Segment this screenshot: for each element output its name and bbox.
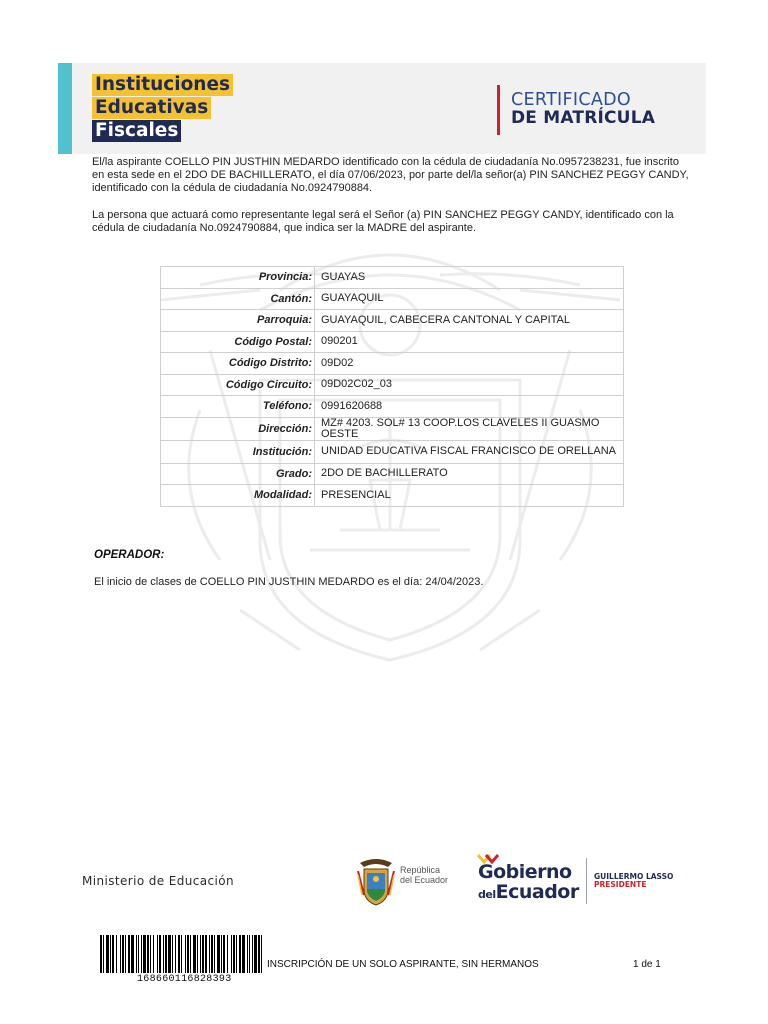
detail-value: GUAYAQUIL, CABECERA CANTONAL Y CAPITAL [315,310,624,332]
certificate-divider [497,85,500,135]
detail-value: GUAYAS [315,267,624,289]
enrollment-details-table [160,266,624,507]
table-row [161,396,624,418]
brand-line-2: Educativas [92,97,211,119]
republica-line1: República [400,865,441,875]
table-row [161,374,624,396]
detail-label: Código Postal: [161,331,315,353]
operator-label: OPERADOR: [94,549,165,561]
document-header [58,63,706,154]
table-row [161,485,624,507]
detail-value: UNIDAD EDUCATIVA FISCAL FRANCISCO DE ORELLANA [315,440,624,463]
enrollment-paragraph: El/la aspirante COELLO PIN JUSTHIN MEDARDO identificado con la cédula de ciudadanía No.0957238231, fue inscrito en esta sede en el 2DO DE BACHILLERATO, el día 07/06/2023, por parte del/la señor(a) PIN SANCHEZ PEGGY CANDY, identificado con la cédula de ciudadanía No.0924790884. [92,156,689,194]
detail-label: Institución: [161,440,315,463]
gobierno-del: del [478,888,496,901]
instituciones-educativas-fiscales-logo [92,74,233,143]
gobierno-del-ecuador-logo [478,862,579,905]
brand-line-1: Instituciones [92,74,233,96]
detail-value: 2DO DE BACHILLERATO [315,463,624,485]
page-number: 1 de 1 [633,959,661,970]
republica-del-ecuador-text [400,865,448,885]
logo-divider [586,858,587,904]
detail-value: 09D02 [315,353,624,375]
ministry-of-education-logo: Ministerio de Educación [82,874,235,888]
class-start-sentence: El inicio de clases de COELLO PIN JUSTHIN MEDARDO es el día: 24/04/2023. [94,576,484,588]
table-row [161,463,624,485]
header-accent-bar [58,63,72,154]
gobierno-line1: Gobierno [478,861,572,883]
republica-line2: del Ecuador [400,875,449,885]
table-row [161,310,624,332]
detail-value: MZ# 4203. SOL# 13 COOP.LOS CLAVELES II GUASMO OESTE [315,417,624,440]
table-row [161,267,624,289]
detail-value: GUAYAQUIL [315,288,624,310]
president-name: GUILLERMO LASSO [594,872,674,881]
detail-label: Código Circuito: [161,374,315,396]
detail-label: Cantón: [161,288,315,310]
detail-label: Modalidad: [161,485,315,507]
enrollment-note: INSCRIPCIÓN DE UN SOLO ASPIRANTE, SIN HERMANOS [267,959,539,970]
table-row [161,417,624,440]
barcode-number: 168660116828393 [137,974,232,985]
brand-line-3: Fiscales [92,120,181,142]
detail-label: Código Distrito: [161,353,315,375]
detail-value: PRESENCIAL [315,485,624,507]
president-label [594,873,673,889]
gobierno-line2 [478,882,579,905]
table-row [161,288,624,310]
detail-label: Parroquia: [161,310,315,332]
table-row [161,353,624,375]
detail-value: 090201 [315,331,624,353]
table-row [161,331,624,353]
detail-value: 0991620688 [315,396,624,418]
certificate-title-line2: DE MATRÍCULA [511,108,656,128]
gobierno-ecuador: Ecuador [495,881,579,903]
detail-value: 09D02C02_03 [315,374,624,396]
barcode-icon [98,935,264,973]
detail-label: Grado: [161,463,315,485]
table-row [161,440,624,463]
representative-paragraph: La persona que actuará como representante legal será el Señor (a) PIN SANCHEZ PEGGY CANDY, identificado con la cédula de ciudadanía No.0924790884, que indica ser la MADRE del aspirante. [92,209,674,234]
president-title: PRESIDENTE [594,880,647,889]
detail-label: Provincia: [161,267,315,289]
detail-label: Teléfono: [161,396,315,418]
detail-label: Dirección: [161,417,315,440]
certificate-title-line1: CERTIFICADO [511,90,631,110]
certificate-title [511,91,655,127]
ecuador-coat-of-arms-icon [356,855,396,907]
